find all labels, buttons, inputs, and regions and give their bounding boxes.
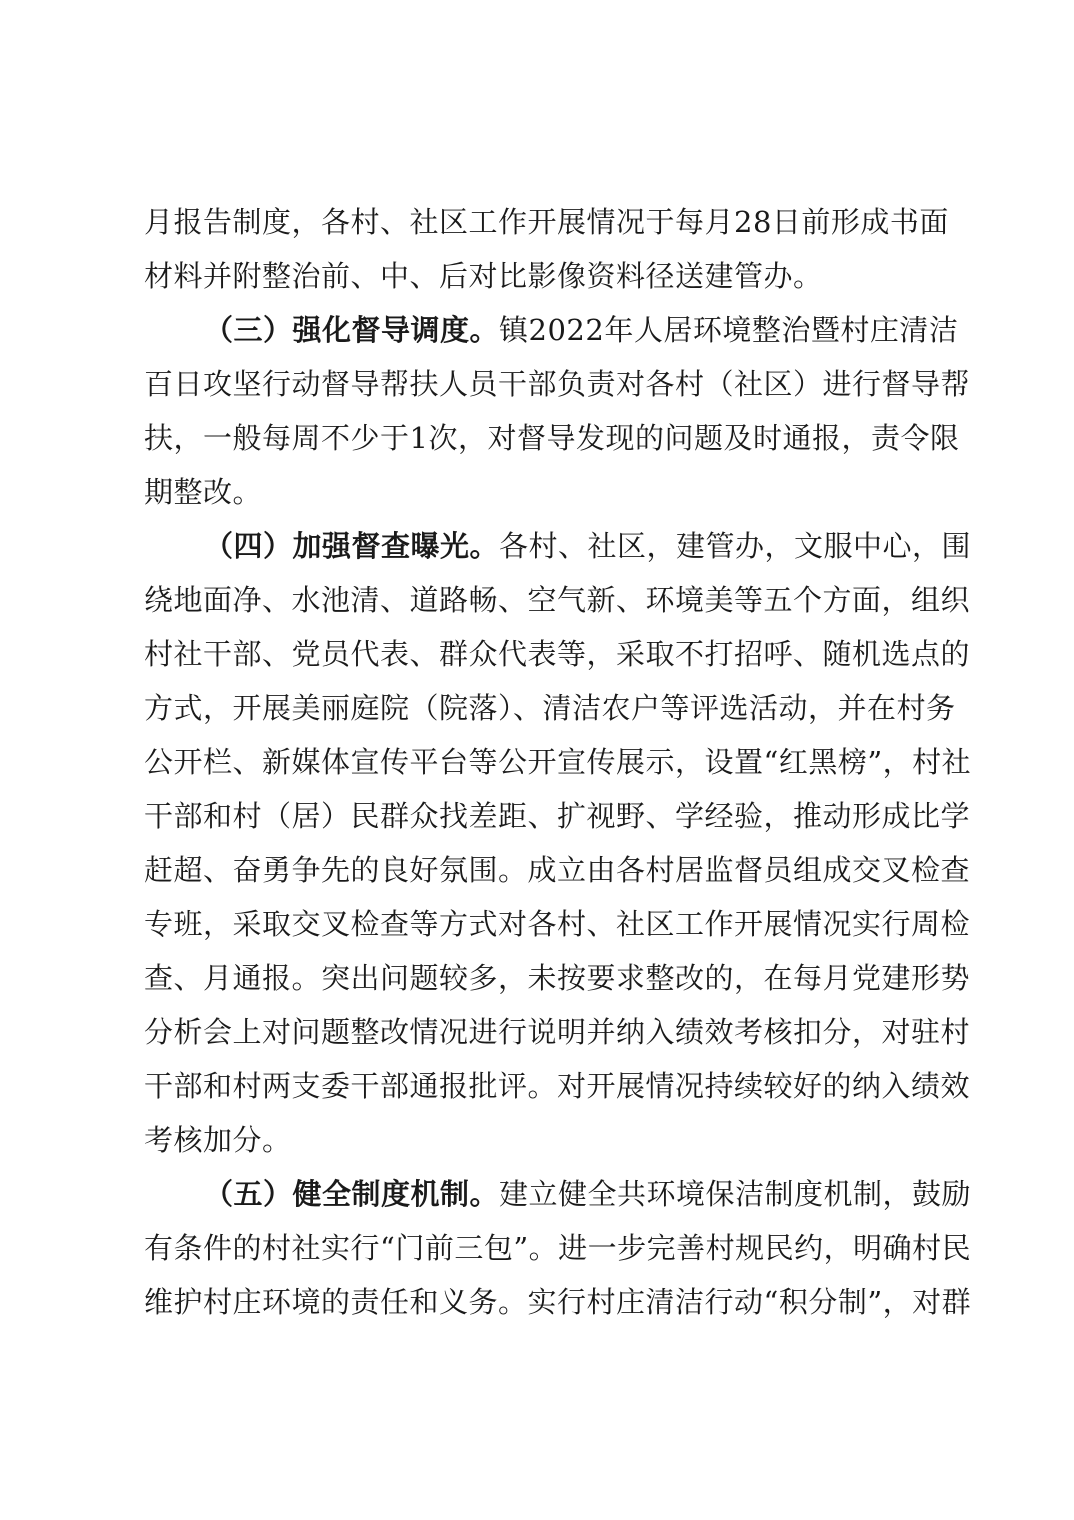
paragraph-line xyxy=(144,1005,971,1059)
section-heading: （三）强化督导调度。 xyxy=(204,313,500,347)
section-heading: （五）健全制度机制。 xyxy=(204,1177,500,1211)
line-text: 材料并附整治前、中、后对比影像资料径送建管办。 xyxy=(144,259,823,293)
line-text: 考核加分。 xyxy=(144,1123,292,1157)
paragraph-line xyxy=(144,411,960,465)
paragraph-line xyxy=(144,681,956,735)
paragraph-line xyxy=(144,1059,971,1113)
line-text: 镇2022年人居环境整治暨村庄清洁 xyxy=(499,313,959,347)
line-text: 查、月通报。突出问题较多，未按要求整改的，在每月党建形势 xyxy=(144,961,971,995)
line-text: 干部和村两支委干部通报批评。对开展情况持续较好的纳入绩效 xyxy=(144,1069,971,1103)
line-text: 方式，开展美丽庭院（院落）、清洁农户等评选活动，并在村务 xyxy=(144,691,956,725)
paragraph-line xyxy=(144,357,971,411)
line-text: 村社干部、党员代表、群众代表等，采取不打招呼、随机选点的 xyxy=(144,637,971,671)
section-three-first-line xyxy=(204,303,959,357)
line-text: 扶，一般每周不少于1次，对督导发现的问题及时通报，责令限 xyxy=(144,421,960,455)
line-text: 建立健全共环境保洁制度机制，鼓励 xyxy=(499,1177,972,1211)
line-text: 有条件的村社实行“门前三包”。进一步完善村规民约，明确村民 xyxy=(144,1231,972,1265)
line-text: 百日攻坚行动督导帮扶人员干部负责对各村（社区）进行督导帮 xyxy=(144,367,971,401)
paragraph-line xyxy=(144,249,940,303)
line-text: 各村、社区，建管办，文服中心，围 xyxy=(499,529,972,563)
paragraph-line xyxy=(144,735,972,789)
section-four-first-line xyxy=(204,519,972,573)
line-text: 绕地面净、水池清、道路畅、空气新、环境美等五个方面，组织 xyxy=(144,583,971,617)
line-text: 维护村庄环境的责任和义务。实行村庄清洁行动“积分制”，对群 xyxy=(144,1285,972,1319)
line-text: 干部和村（居）民群众找差距、扩视野、学经验，推动形成比学 xyxy=(144,799,971,833)
line-text: 赶超、奋勇争先的良好氛围。成立由各村居监督员组成交叉检查 xyxy=(144,853,971,887)
paragraph-line xyxy=(144,195,949,249)
paragraph-line xyxy=(144,789,971,843)
paragraph-line xyxy=(144,1221,972,1275)
section-five-first-line xyxy=(204,1167,972,1221)
paragraph-line xyxy=(144,573,971,627)
line-text: 期整改。 xyxy=(144,475,263,509)
paragraph-line xyxy=(144,897,971,951)
section-heading: （四）加强督查曝光。 xyxy=(204,529,500,563)
paragraph-line xyxy=(144,627,971,681)
paragraph-line xyxy=(144,843,971,897)
paragraph-line xyxy=(144,1113,940,1167)
line-text: 专班，采取交叉检查等方式对各村、社区工作开展情况实行周检 xyxy=(144,907,971,941)
line-text: 月报告制度，各村、社区工作开展情况于每月28日前形成书面 xyxy=(144,205,949,239)
paragraph-line xyxy=(144,951,971,1005)
paragraph-line xyxy=(144,465,940,519)
paragraph-line xyxy=(144,1275,972,1329)
line-text: 公开栏、新媒体宣传平台等公开宣传展示，设置“红黑榜”，村社 xyxy=(144,745,972,779)
line-text: 分析会上对问题整改情况进行说明并纳入绩效考核扣分，对驻村 xyxy=(144,1015,971,1049)
